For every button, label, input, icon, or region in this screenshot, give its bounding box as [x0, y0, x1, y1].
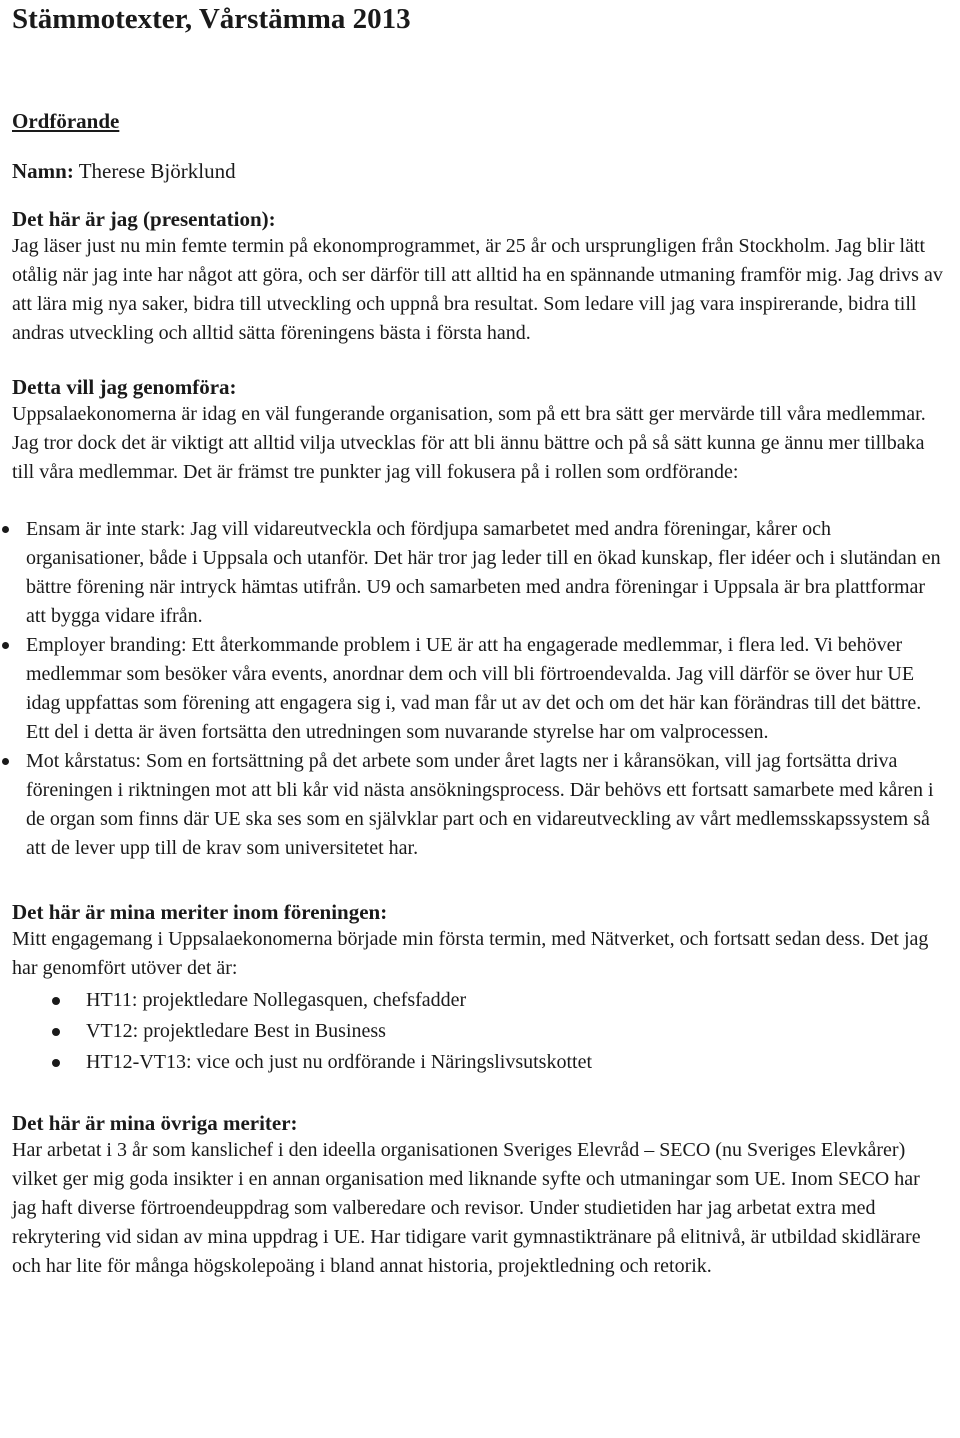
- list-item: [12, 985, 946, 1016]
- bullet-icon: [52, 1028, 60, 1036]
- merits-other-heading: Det här är mina övriga meriter:: [12, 1111, 298, 1135]
- bullet-icon: [2, 526, 9, 533]
- bullet-icon: [52, 997, 60, 1005]
- list-item: [12, 747, 946, 863]
- presentation-text: Jag läser just nu min femte termin på ekonomprogrammet, är 25 år och ursprungligen från Stockholm. Jag blir lätt otålig när jag inte har något att göra, och ser därför till att alltid ha en spännande utmaning framför mig. Jag drivs av att lära mig nya saker, bidra till utveckling och uppnå bra resultat. Som ledare vill jag vara inspirerande, bidra till andras utveckling och alltid sätta föreningens bästa i första hand.: [12, 235, 943, 344]
- merits-other-text: Har arbetat i 3 år som kanslichef i den ideella organisationen Sveriges Elevråd – SECO (nu Sveriges Elevkårer) vilket ger mig goda insikter i en annan organisation med liknande syfte och utmaningar som UE. Inom SECO har jag haft diverse förtroendeuppdrag som valberedare och revisor. Under studietiden har jag arbetat extra med rekrytering vid sidan av mina uppdrag i UE. Har tidigare varit gymnastiktränare på elitnivå, är utbildad skidlärare och har lite för många högskolepoäng i bland annat historia, projektledning och retorik.: [12, 1139, 921, 1277]
- merits-inside-text: Mitt engagemang i Uppsalaekonomerna började min första termin, med Nätverket, och fortsatt sedan dess. Det jag har genomfört utöver det är:: [12, 928, 929, 979]
- name-line: [12, 158, 946, 184]
- focus-point-text: Mot kårstatus: Som en fortsättning på det arbete som under året lagts ner i kåransökan, vill jag fortsätta driva föreningen i riktningen mot att bli kår vid nästa ansökningsprocess. Där behövs ett fortsatt samarbete med kåren i de organ som finns där UE ska ses som en självklar part och en vidareutveckling av vårt medlemsskapssystem så att de lever upp till de krav som universitetet har.: [26, 750, 934, 859]
- bullet-icon: [52, 1059, 60, 1067]
- name-label: Namn:: [12, 159, 74, 183]
- merit-text: HT11: projektledare Nollegasquen, chefsfadder: [86, 989, 467, 1011]
- presentation-heading: Det här är jag (presentation):: [12, 207, 276, 231]
- list-item: [12, 1016, 946, 1047]
- merits-inside-heading: Det här är mina meriter inom föreningen:: [12, 900, 388, 924]
- plans-text: Uppsalaekonomerna är idag en väl fungerande organisation, som på ett bra sätt ger mervärde till våra medlemmar. Jag tror dock det är viktigt att alltid vilja utvecklas för att bli ännu bättre och på så sätt kunna ge ännu mer tillbaka till våra medlemmar. Det är främst tre punkter jag vill fokusera på i rollen som ordförande:: [12, 403, 926, 483]
- merits-list: [12, 985, 946, 1078]
- presentation-section: [12, 206, 946, 348]
- role-heading: Ordförande: [12, 109, 120, 133]
- merit-text: VT12: projektledare Best in Business: [86, 1020, 386, 1042]
- merits-inside-section: [12, 899, 946, 1078]
- merit-text: HT12-VT13: vice och just nu ordförande i Näringslivsutskottet: [86, 1051, 593, 1073]
- list-item: [12, 631, 946, 747]
- merits-other-section: [12, 1110, 946, 1281]
- bullet-icon: [2, 642, 9, 649]
- name-value: Therese Björklund: [73, 159, 236, 183]
- list-item: [12, 1047, 946, 1078]
- focus-points-list: [12, 515, 946, 863]
- list-item: [12, 515, 946, 631]
- bullet-icon: [2, 758, 9, 765]
- focus-point-text: Employer branding: Ett återkommande problem i UE är att ha engagerade medlemmar, i flera led. Vi behöver medlemmar som besöker våra events, anordnar dem och vill bli förtroendevalda. Jag vill därför se över hur UE idag uppfattas som förening att engagera sig i, vad man får ut av det och om det här kan förändras till det bättre. Ett del i detta är även fortsätta den utredningen som nuvarande styrelse har om valprocessen.: [26, 634, 922, 743]
- plans-heading: Detta vill jag genomföra:: [12, 375, 237, 399]
- document-title: Stämmotexter, Vårstämma 2013: [12, 3, 411, 35]
- plans-section: [12, 374, 946, 863]
- focus-point-text: Ensam är inte stark: Jag vill vidareutveckla och fördjupa samarbetet med andra föreningar, kårer och organisationer, både i Uppsala och utanför. Det här tror jag leder till en ökad kunskap, fler idéer och i slutändan en bättre förening när intryck hämtas utifrån. U9 och samarbeten med andra föreningar i Uppsala är bra plattformar att bygga vidare ifrån.: [26, 518, 941, 627]
